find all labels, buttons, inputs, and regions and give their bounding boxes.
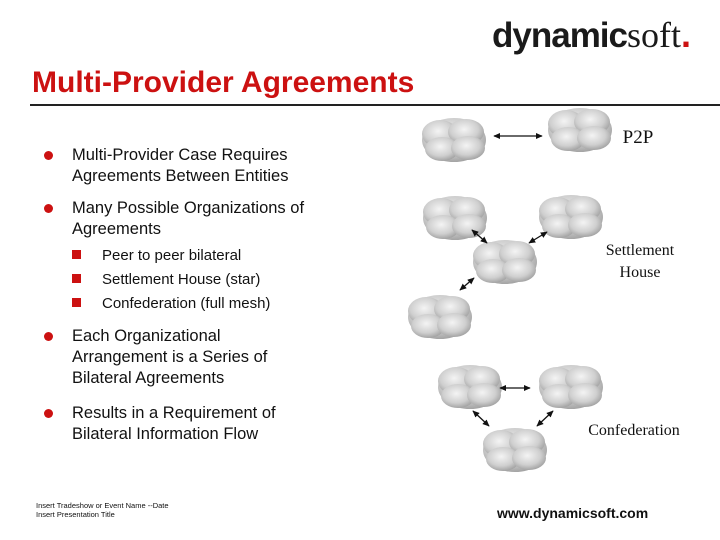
settlement-label-line-1: Settlement [605, 242, 675, 259]
confed-cloud-left [438, 365, 502, 409]
bullet-4-line-2: Bilateral Information Flow [72, 425, 259, 443]
settlement-label-line-2: House [619, 264, 661, 281]
logo-dynamic: dynamic [492, 16, 627, 55]
bullet-3-line-2: Arrangement is a Series of [72, 348, 268, 366]
confed-arrow-left [473, 411, 489, 426]
sub-bullet-1-text: Peer to peer bilateral [102, 247, 242, 264]
footer [36, 501, 169, 519]
bullet-4-line-1: Results in a Requirement of [72, 404, 276, 422]
footer-url[interactable]: www.dynamicsoft.com [497, 505, 649, 521]
confed-arrow-right [537, 411, 553, 426]
logo-dot: . [681, 14, 692, 55]
confed-cloud-bottom [483, 428, 547, 472]
logo-soft: soft [627, 15, 681, 55]
footer-line-2: Insert Presentation Title [36, 510, 115, 519]
confed-cloud-right [539, 365, 603, 409]
bullet-2-line-2: Agreements [72, 220, 161, 238]
sub-bullet-2-text: Settlement House (star) [102, 271, 261, 288]
bullet-1-line-1: Multi-Provider Case Requires [72, 146, 288, 164]
bullet-2-line-1: Many Possible Organizations of [72, 199, 305, 217]
sub-bullet-3-text: Confederation (full mesh) [102, 295, 271, 312]
star-cloud-bottom-left [408, 295, 472, 339]
bullet-3-line-3: Bilateral Agreements [72, 369, 225, 387]
p2p-label: P2P [622, 127, 654, 148]
star-arrow-tr [529, 232, 547, 243]
bullet-3-line-1: Each Organizational [72, 327, 221, 345]
p2p-cloud-left [422, 118, 486, 162]
star-cloud-top-left [423, 196, 487, 240]
star-cloud-center [473, 240, 537, 284]
star-cloud-top-right [539, 195, 603, 239]
footer-line-1: Insert Tradeshow or Event Name --Date [36, 501, 169, 510]
slide-title: Multi-Provider Agreements [32, 66, 415, 99]
confederation-label: Confederation [588, 422, 680, 439]
bullet-1-line-2: Agreements Between Entities [72, 167, 289, 185]
p2p-cloud-right [548, 108, 612, 152]
star-arrow-bl [460, 278, 474, 290]
